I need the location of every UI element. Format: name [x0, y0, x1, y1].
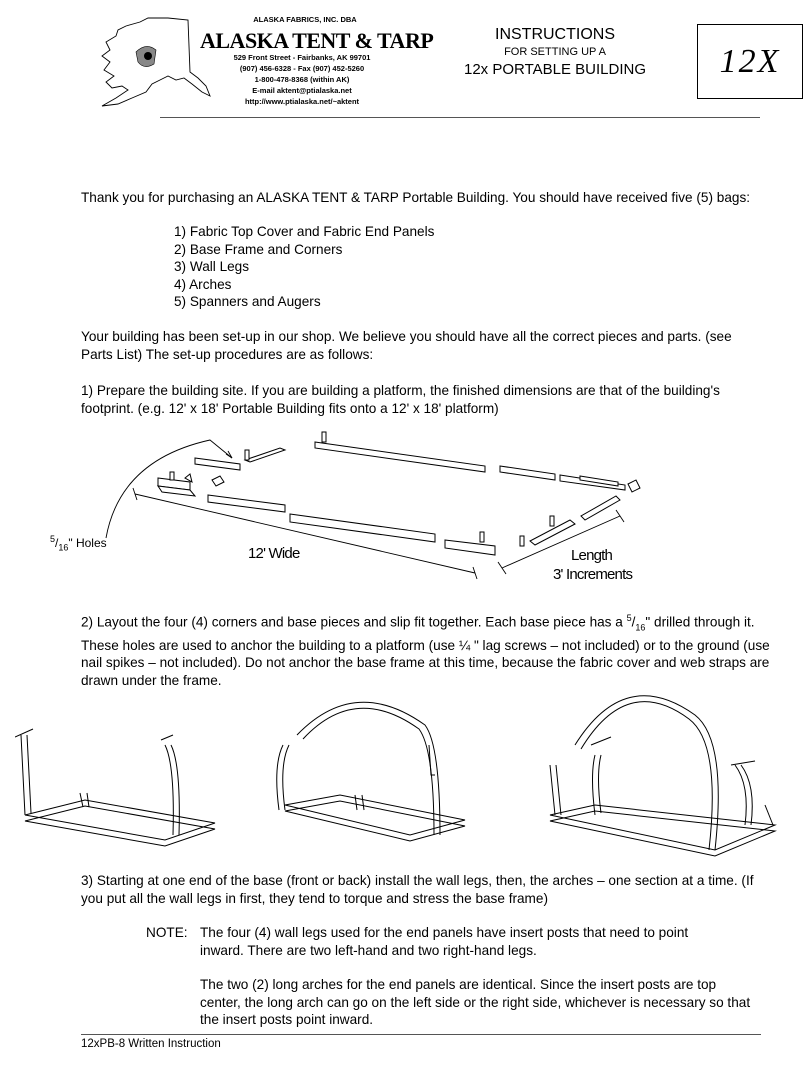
note-line-2: inward. There are two left-hand and two right-hand legs.: [200, 943, 537, 958]
doc-subtitle: FOR SETTING UP A: [504, 46, 606, 58]
holes-label: $^5/_{16}$" Holes: [50, 534, 107, 553]
length-label: Length: [571, 547, 613, 564]
list-item: 5) Spanners and Augers: [174, 294, 321, 310]
setup-note: Your building has been set-up in our shop. We believe you should have all the correct pieces and parts. (see Parts List) The set-up procedures are as follows:: [81, 329, 732, 362]
tollfree: 1-800-478-8368 (within AK): [254, 75, 350, 84]
increments-label: 3' Increments: [553, 566, 633, 583]
width-label: 12' Wide: [248, 545, 300, 562]
website: http://www.ptialaska.net/~aktent: [244, 97, 360, 106]
doc-title: INSTRUCTIONS: [495, 26, 615, 43]
header-rule: [160, 117, 760, 118]
list-item: 4) Arches: [174, 276, 232, 292]
company-dba: ALASKA FABRICS, INC. DBA: [253, 15, 357, 24]
doc-product: 12x PORTABLE BUILDING: [463, 61, 646, 78]
note-label: NOTE:: [146, 925, 188, 940]
note-line-1: The four (4) wall legs used for the end panels have insert posts that need to point: [200, 925, 689, 940]
list-item: 2) Base Frame and Corners: [174, 241, 343, 257]
footer-rule: [81, 1034, 761, 1035]
intro-text: Thank you for purchasing an ALASKA TENT & TARP Portable Building. You should have received five (5) bags:: [81, 190, 751, 205]
address: 529 Front Street - Fairbanks, AK 99701: [233, 53, 371, 62]
model-badge-text: 12X: [719, 42, 781, 80]
list-item: 1) Fabric Top Cover and Fabric End Panels: [174, 224, 435, 239]
step-2: 2) Layout the four (4) corners and base pieces and slip fit together. Each base piece has a $^5/_{16}$" drilled through it. These holes are used to anchor the building to a platform (use ¼ " lag screws – not included) or to the ground (use nail spikes – not included). Do not anchor the base frame at this time, because the fabric cover and web straps are drawn under the frame.: [81, 613, 770, 688]
step-3: 3) Starting at one end of the base (front or back) install the wall legs, then, the arches – one section at a time. (If you put all the wall legs in first, they tend to torque and stress the base frame): [81, 873, 754, 906]
email: E-mail aktent@ptialaska.net: [252, 86, 352, 95]
phone-fax: (907) 456-6328 - Fax (907) 452-5260: [239, 64, 365, 73]
footer-text: 12xPB-8 Written Instruction: [81, 1038, 221, 1050]
wall-legs-arches-diagram: [15, 685, 795, 865]
note-para-2: The two (2) long arches for the end panels are identical. Since the insert posts are top center, the long arch can go on the left side or the right side, whichever is necessary so that the insert posts point inward.: [200, 977, 751, 1027]
logo: ALASKA TENT & TARP: [200, 28, 434, 53]
step-1: 1) Prepare the building site. If you are building a platform, the finished dimensions are that of the building's footprint. (e.g. 12' x 18' Portable Building fits onto a 12' x 18' platform): [81, 383, 720, 416]
base-frame-diagram: [40, 420, 740, 595]
list-item: 3) Wall Legs: [174, 259, 250, 275]
alaska-map-icon: [88, 12, 213, 107]
model-badge: [697, 24, 803, 99]
bag-list: [174, 223, 434, 311]
